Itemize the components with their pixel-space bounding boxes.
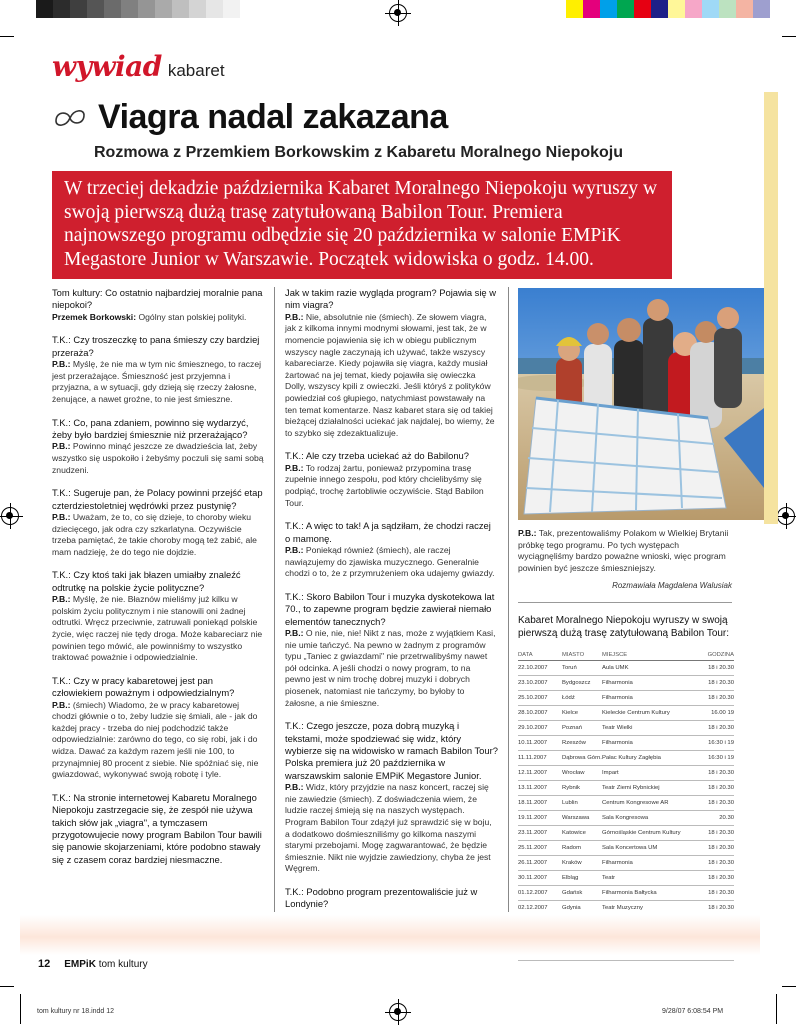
tour-time: 16:30 i 19 — [694, 736, 734, 751]
tour-date: 23.10.2007 — [518, 676, 562, 691]
header-venue: MIEJSCE — [602, 648, 694, 661]
tour-date: 25.10.2007 — [518, 691, 562, 706]
article-lead-text: W trzeciej dekadzie października Kabaret Moralnego Niepokoju wyruszy w swoją pierwszą dużą trasę zatytułowaną Babilon Tour. Premiera najnowszego programu odbędzie się 20 października w salonie EMPiK Megastore Junior w Warszawie. Początek widowiska o godz. 14.00. — [64, 178, 658, 270]
interview-question: T.K.: Czego jeszcze, poza dobrą muzyką i tekstami, może spodziewać się widz, który wybierze się na widowisko w ramach Babilon Tour? Polska premiera już 20 października w warszawskim salonie EMPiK Megastore Junior. — [285, 720, 498, 781]
header-city: MIASTO — [562, 648, 602, 661]
column-divider — [508, 287, 509, 912]
tour-date: 28.10.2007 — [518, 706, 562, 721]
interview-exchange — [52, 487, 264, 558]
tour-row — [518, 751, 734, 766]
tour-venue: Teatr Wielki — [602, 721, 694, 736]
tour-city: Rzeszów — [562, 736, 602, 751]
page-number: 12 — [38, 958, 51, 970]
tour-city: Kielce — [562, 706, 602, 721]
section-category: kabaret — [167, 61, 225, 80]
header-time: GODZINA — [694, 648, 734, 661]
interview-column-1 — [52, 287, 264, 877]
tour-date: 01.12.2007 — [518, 886, 562, 901]
tour-date: 13.11.2007 — [518, 781, 562, 796]
tour-time: 18 i 20.30 — [694, 886, 734, 901]
interview-question: T.K.: Czy w pracy kabaretowej jest pan człowiekiem poważnym i odpowiedzialnym? — [52, 674, 235, 699]
tour-date: 26.11.2007 — [518, 856, 562, 871]
decorative-gradient-band — [20, 915, 760, 955]
tour-time: 18 i 20.30 — [694, 841, 734, 856]
tour-date: 12.11.2007 — [518, 766, 562, 781]
article-lead — [52, 171, 672, 279]
tour-city: Lublin — [562, 796, 602, 811]
article-title-row — [52, 98, 448, 137]
interview-exchange — [52, 287, 264, 323]
file-slug: tom kultury nr 18.indd 12 — [37, 1008, 115, 1015]
grey-calibration-bar — [36, 0, 240, 18]
tour-table-header — [518, 648, 734, 661]
footer-brand — [64, 959, 147, 970]
interview-question: Tom kultury: Co ostatnio najbardziej moralnie pana niepokoi? — [52, 287, 263, 311]
tour-time: 18 i 20.30 — [694, 676, 734, 691]
section-logo: wywiad — [52, 50, 162, 83]
tour-date: 18.11.2007 — [518, 796, 562, 811]
interview-answer: Myślę, że nie ma w tym nic śmiesznego, to raczej jest przerażające. Śmieszność jest przyjemna i przyjazna, a w sytuacji, gdy dzieją się rzeczy żałosne, żenujące, a nawet groźne, to nie jest śmieszne. — [52, 359, 262, 404]
interview-question: T.K.: Na stronie internetowej Kabaretu Moralnego Niepokoju zastrzegacie się, że zespół nie używa takich słów jak „viagra", a tymczasem przygotowujecie nowy program Babilon Tour bawili się panowie skojarzeniami, które podobno stawały się z czasem coraz bardziej niesmaczne. — [52, 791, 262, 865]
tour-venue: Impart — [602, 766, 694, 781]
interview-question: T.K.: Skoro Babilon Tour i muzyka dyskotekowa lat 70., to zapewne program będzie zawierał niemało elementów tanecznych? — [285, 590, 495, 627]
interview-exchange — [285, 591, 498, 709]
tour-row — [518, 886, 734, 901]
speaker-label: P.B.: — [285, 627, 304, 638]
tour-city: Gdańsk — [562, 886, 602, 901]
tour-time: 20.30 — [694, 811, 734, 826]
tour-city: Radom — [562, 841, 602, 856]
tour-venue: Sala Kongresowa — [602, 811, 694, 826]
interview-exchange — [52, 792, 264, 866]
interview-question: Jak w takim razie wygląda program? Pojawia się w nim viagra? — [285, 287, 497, 311]
speaker-label: P.B.: — [285, 462, 304, 473]
tour-time: 16:30 i 19 — [694, 751, 734, 766]
speaker-label: P.B.: — [52, 594, 71, 605]
tour-city: Wrocław — [562, 766, 602, 781]
kabaret-group-photo — [518, 288, 764, 520]
registration-mark-bottom — [389, 1003, 407, 1021]
interview-answer: O nie, nie, nie! Nikt z nas, może z wyjątkiem Kasi, nie umie tańczyć. Na pewno w żadnym z programów typu „Taniec z gwiazdami" nie przetrwalibyśmy nawet pół odcinka. A jeśli chodzi o nowy program, to na pewno jest w nim trochę dobrej muzyki i dobrych piosenek, natomiast nie tańczymy, bo byłoby to żałosne, a nie śmieszne. — [285, 627, 496, 708]
interview-question: T.K.: Ale czy trzeba uciekać aż do Babilonu? — [285, 450, 469, 462]
tour-row — [518, 661, 734, 676]
speaker-label: P.B.: — [52, 699, 71, 710]
interview-answer: (śmiech) Wiadomo, że w pracy kabaretowej chodzi głównie o to, żeby ludzie się śmiali, ale - jak do każdej pracy - trzeba do niej podchodzić także odpowiedzialnie: zarówno do tego, co się robi, jak i do widza. Dawać za każdym razem jeśli nie 100, to przynajmniej 80 procent z siebie. Nie spóźniać się, nie gwiazdować, wykonywać swoją robotę i tyle. — [52, 699, 259, 780]
tour-date: 02.12.2007 — [518, 901, 562, 916]
crop-mark — [782, 986, 796, 987]
tour-venue: Teatr — [602, 871, 694, 886]
tour-time: 18 i 20.30 — [694, 781, 734, 796]
tour-venue: Filharmonia — [602, 676, 694, 691]
interview-exchange — [285, 450, 498, 509]
photo-caption — [518, 528, 732, 592]
interview-exchange — [285, 886, 498, 911]
tour-date: 23.11.2007 — [518, 826, 562, 841]
registration-mark-left — [1, 507, 19, 525]
tour-venue: Sala Koncertowa UM — [602, 841, 694, 856]
tour-row — [518, 676, 734, 691]
tour-time: 18 i 20.30 — [694, 721, 734, 736]
tour-row — [518, 826, 734, 841]
tour-time: 16.00 19 — [694, 706, 734, 721]
tour-row — [518, 856, 734, 871]
interview-exchange — [52, 569, 264, 663]
tour-time: 18 i 20.30 — [694, 871, 734, 886]
tour-date: 11.11.2007 — [518, 751, 562, 766]
interview-column-2 — [285, 287, 498, 922]
interview-answer: Myślę, że nie. Błaznów mieliśmy już kilku w polskim życiu politycznym i nie stanowili oni żadnej odtrutki. Wręcz przeciwnie, zatruwali poniekąd polskie życie, więc raczej nie tędy droga. Może kabareciarz nie powinien tego mówić, ale powinniśmy to wszystko traktować poważnie i odpowiedzialnie. — [52, 594, 263, 663]
speaker-label: P.B.: — [52, 359, 71, 370]
crop-mark — [0, 36, 14, 37]
tour-time: 18 i 20.30 — [694, 826, 734, 841]
interview-question: T.K.: Podobno program prezentowaliście już w Londynie? — [285, 885, 478, 910]
tour-row — [518, 796, 734, 811]
speaker-label: P.B.: — [52, 512, 71, 522]
interview-question: T.K.: Czy troszeczkę to pana śmieszy czy bardziej przeraża? — [52, 334, 260, 358]
tour-city: Kraków — [562, 856, 602, 871]
tour-venue: Filharmonia — [602, 691, 694, 706]
footer-brand-sub: tom kultury — [95, 959, 148, 970]
interview-exchange — [285, 720, 498, 875]
speaker-label: P.B.: — [285, 544, 304, 555]
crop-mark — [782, 36, 796, 37]
interview-answer: Poniekąd również (śmiech), ale raczej nawiązujemy do zjawiska muzycznego. Generalnie chodzi o to, że z przymrużeniem oka udajemy gwiazdy. — [285, 544, 495, 579]
decorative-side-band — [764, 92, 778, 524]
tour-time: 18 i 20.30 — [694, 796, 734, 811]
interview-question: T.K.: Czy ktoś taki jak błazen umiałby znaleźć odtrutkę na polskie życie polityczne? — [52, 569, 241, 593]
tour-venue: Filharmonia — [602, 856, 694, 871]
tour-time: 18 i 20.30 — [694, 856, 734, 871]
tour-row — [518, 736, 734, 751]
tour-venue: Centrum Kongresowe AR — [602, 796, 694, 811]
interview-answer: To rodzaj żartu, ponieważ przypomina trasę zupełnie innego zespołu, pod który chcielibyśmy się podpiąć, trochę żartobliwie oczywiście. Stąd Babilon Tour. — [285, 462, 484, 508]
speaker-label: P.B.: — [285, 311, 304, 322]
registration-mark-top — [389, 4, 407, 22]
tour-date: 19.11.2007 — [518, 811, 562, 826]
tour-venue: Aula UMK — [602, 661, 694, 676]
tour-date: 10.11.2007 — [518, 736, 562, 751]
caption-speaker: P.B.: — [518, 528, 537, 538]
header-date: DATA — [518, 648, 562, 661]
tour-venue: Teatr Ziemi Rybnickiej — [602, 781, 694, 796]
crop-mark — [0, 986, 14, 987]
tour-city: Rybnik — [562, 781, 602, 796]
tour-row — [518, 691, 734, 706]
article-subtitle: Rozmowa z Przemkiem Borkowskim z Kabaretu Moralnego Niepokoju — [94, 144, 623, 161]
interview-question: T.K.: A więc to tak! A ja sądziłam, że chodzi raczej o mamonę. — [285, 520, 491, 544]
print-date-slug: 9/28/07 6:08:54 PM — [662, 1008, 724, 1015]
crop-mark — [20, 994, 21, 1024]
tour-row — [518, 706, 734, 721]
tour-venue: Górnośląskie Centrum Kultury — [602, 826, 694, 841]
tour-date: 29.10.2007 — [518, 721, 562, 736]
tour-city: Łódź — [562, 691, 602, 706]
tour-row — [518, 841, 734, 856]
page-footer — [38, 958, 148, 970]
tour-date: 30.11.2007 — [518, 871, 562, 886]
tour-row — [518, 811, 734, 826]
interview-answer: Widz, który przyjdzie na nasz koncert, raczej się nie zawiedzie (śmiech). Z doświadczenia wiem, że ludzie raczej śmieją się na naszych występach. Program Babilon Tour zdążył już sprawdzić się w boju, a dodatkowo dośmieszniliśmy go kilkoma naszymi starymi przebojami. Mogę zagwarantować, że będzie śmiesznie. Nikt nie wyjdzie zawiedziony, chyba że jest Węgrem. — [285, 782, 492, 874]
tour-venue: Teatr Muzyczny — [602, 901, 694, 916]
interview-question: T.K.: Co, pana zdaniem, powinno się wydarzyć, żeby było bardziej śmiesznie niż przerażająco? — [52, 416, 249, 440]
tour-city: Bydgoszcz — [562, 676, 602, 691]
tour-date: 22.10.2007 — [518, 661, 562, 676]
interview-exchange — [52, 417, 264, 477]
crop-mark — [776, 994, 777, 1024]
beach-photo-icon — [518, 288, 764, 520]
speaker-label: P.B.: — [52, 441, 71, 452]
interview-exchange — [52, 334, 264, 405]
tour-city: Katowice — [562, 826, 602, 841]
tour-row — [518, 766, 734, 781]
tour-city: Elbląg — [562, 871, 602, 886]
tour-date: 25.11.2007 — [518, 841, 562, 856]
interview-exchange — [285, 287, 498, 439]
tour-row — [518, 721, 734, 736]
interview-answer: Uważam, że to, co się dzieje, to choroby wieku dziecięcego, jak odra czy szkarlatyna. Oczywiście trzeba pamiętać, że takie choroby mogą też zabić, ale mam nadzieję, że do tego nie dojdzie. — [52, 512, 257, 557]
tour-venue: Kieleckie Centrum Kultury — [602, 706, 694, 721]
tour-city: Gdynia — [562, 901, 602, 916]
tour-venue: Filharmonia — [602, 736, 694, 751]
tour-venue: Pałac Kultury Zagłębia — [602, 751, 694, 766]
tour-time: 18 i 20.30 — [694, 661, 734, 676]
interview-answer: Ogólny stan polskiej polityki. — [136, 311, 247, 322]
tour-heading: Kabaret Moralnego Niepokoju wyruszy w swoją pierwszą dużą trasę zatytułowaną Babilon Tour: — [518, 615, 730, 639]
interview-exchange — [52, 675, 264, 781]
registration-mark-right — [777, 507, 795, 525]
interview-exchange — [285, 520, 498, 580]
tour-row — [518, 901, 734, 916]
interview-answer: Powinno minąć jeszcze ze dwadzieścia lat, żeby wszystko się uspokoiło i żebyśmy poczuli się sami sobą znudzeni. — [52, 441, 264, 475]
caption-divider — [518, 602, 732, 603]
speaker-label: Przemek Borkowski: — [52, 311, 137, 322]
section-header — [52, 50, 225, 83]
tour-time: 18 i 20.30 — [694, 691, 734, 706]
tour-venue: Filharmonia Bałtycka — [602, 886, 694, 901]
tour-city: Warszawa — [562, 811, 602, 826]
interview-question: T.K.: Sugeruje pan, że Polacy powinni przejść etap czterdziestoletniej wędrówki przez pustynię? — [52, 487, 263, 511]
loop-ornament-icon — [52, 107, 88, 129]
tour-row — [518, 871, 734, 886]
caption-text: Tak, prezentowaliśmy Polakom w Wielkiej Brytanii próbkę tego programu. Po tych występach wyciągnęliśmy bardzo poważne wnioski, więc program powinien być jeszcze śmieszniejszy. — [518, 528, 729, 573]
tour-row — [518, 781, 734, 796]
interview-answer: Nie, absolutnie nie (śmiech). Ze słowem viagra, jak z kilkoma innymi modnymi słowami, jest tak, że w momencie pojawienia się ich w obiegu publicznym wszyscy nagle zaczynają ich używać, także wszyscy kabareciarze. Kiedy pojawiła się viagra, każdy musiał żartować na jej temat, kiedy pojawiła się owieczka Dolly, wszyscy kpili z owieczki. Jeśli któryś z polityków powiedział coś głupiego, natychmiast powstawały na ten temat komentarze. Nasz kabaret stara się od takiej bieżącej działalności uciekać jak najdalej, bo wiemy, że to szybko się zdezaktualizuje. — [285, 311, 495, 438]
tour-city: Dąbrowa Górn. — [562, 751, 602, 766]
tour-city: Poznań — [562, 721, 602, 736]
article-title: Viagra nadal zakazana — [98, 98, 448, 136]
author-signature: Rozmawiała Magdalena Walusiak — [612, 581, 732, 591]
speaker-label: P.B.: — [285, 782, 304, 793]
tour-time: 18 i 20.30 — [694, 766, 734, 781]
column-divider — [274, 287, 275, 912]
tour-time: 18 i 20.30 — [694, 901, 734, 916]
tour-city: Toruń — [562, 661, 602, 676]
color-calibration-bar — [566, 0, 770, 18]
footer-brand-name: EMPiK — [64, 959, 96, 970]
